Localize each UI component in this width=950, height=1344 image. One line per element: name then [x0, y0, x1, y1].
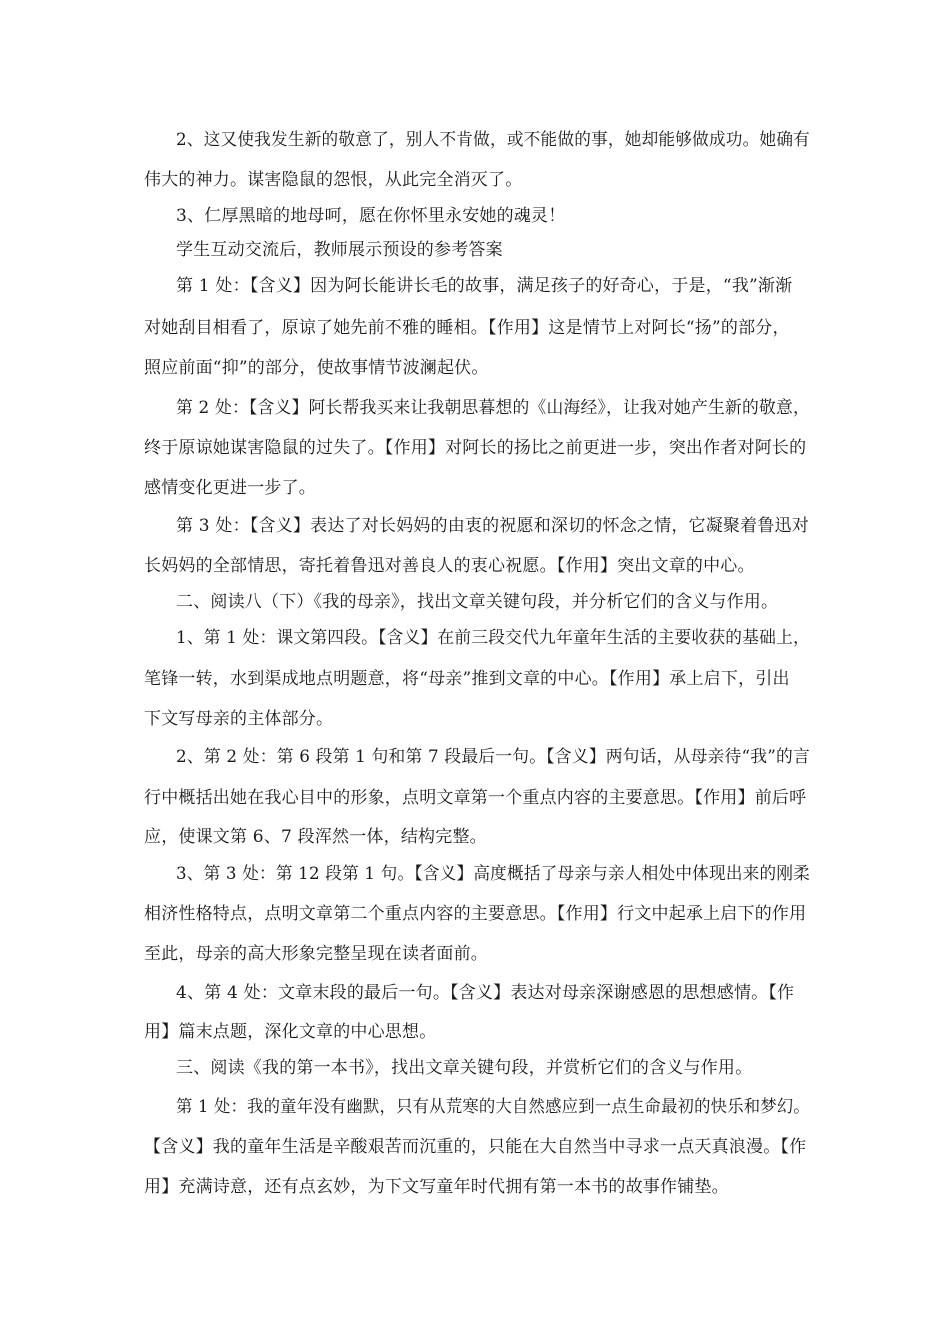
- paragraph-line: 终于原谅她谋害隐鼠的过失了。【作用】对阿长的扬比之前更进一步，突出作者对阿长的: [144, 438, 807, 458]
- paragraph-line: 4、第 4 处：文章末段的最后一句。【含义】表达对母亲深谢感恩的思想感情。【作: [176, 983, 795, 1003]
- paragraph-line: 学生互动交流后，教师展示预设的参考答案: [176, 240, 503, 260]
- paragraph-line: 下文写母亲的主体部分。: [144, 709, 334, 729]
- paragraph-line: 2、这又使我发生新的敬意了，别人不肯做，或不能做的事，她却能够做成功。她确有: [176, 130, 811, 150]
- paragraph-line: 3、仁厚黑暗的地母呵，愿在你怀里永安她的魂灵！: [176, 206, 566, 226]
- paragraph-line: 用】篇末点题，深化文章的中心思想。: [144, 1022, 437, 1042]
- paragraph-line: 第 2 处：【含义】阿长帮我买来让我朝思暮想的《山海经》，让我对她产生新的敬意，: [176, 398, 810, 418]
- paragraph-line: 行中概括出她在我心目中的形象，点明文章第一个重点内容的主要意思。【作用】前后呼: [144, 788, 807, 808]
- paragraph-line: 对她刮目相看了，原谅了她先前不雅的睡相。【作用】这是情节上对阿长“扬”的部分，: [144, 318, 790, 338]
- paragraph-line: 2、第 2 处：第 6 段第 1 句和第 7 段最后一句。【含义】两句话，从母亲待“我”的言: [176, 747, 810, 767]
- paragraph-line: 第 1 处：【含义】因为阿长能讲长毛的故事，满足孩子的好奇心，于是，“我”渐渐: [176, 276, 793, 296]
- paragraph-line: 用】充满诗意，还有点玄妙，为下文写童年时代拥有第一本书的故事作铺垫。: [144, 1177, 729, 1197]
- paragraph-line: 1、第 1 处：课文第四段。【含义】在前三段交代九年童年生活的主要收获的基础上，: [176, 628, 810, 648]
- paragraph-line: 第 1 处：我的童年没有幽默，只有从荒寒的大自然感应到一点生命最初的快乐和梦幻。: [176, 1097, 810, 1117]
- paragraph-line: 应，使课文第 6、7 段浑然一体，结构完整。: [144, 827, 487, 847]
- paragraph-line: 伟大的神力。谋害隐鼠的怨恨，从此完全消灭了。: [144, 170, 523, 190]
- paragraph-line: 第 3 处：【含义】表达了对长妈妈的由衷的祝愿和深切的怀念之情，它凝聚着鲁迅对: [176, 516, 809, 536]
- paragraph-line: 照应前面“抑”的部分，使故事情节波澜起伏。: [144, 358, 489, 378]
- paragraph-line: 相济性格特点，点明文章第二个重点内容的主要意思。【作用】行文中起承上启下的作用: [144, 904, 807, 924]
- paragraph-line: 【含义】我的童年生活是辛酸艰苦而沉重的，只能在大自然当中寻求一点天真浪漫。【作: [144, 1137, 807, 1157]
- paragraph-line: 至此，母亲的高大形象完整呈现在读者面前。: [144, 944, 488, 964]
- paragraph-line: 长妈妈的全部情思，寄托着鲁迅对善良人的衷心祝愿。【作用】突出文章的中心。: [144, 556, 755, 576]
- section-heading: 三、阅读《我的第一本书》，找出文章关键句段，并赏析它们的含义与作用。: [176, 1058, 753, 1078]
- paragraph-line: 3、第 3 处：第 12 段第 1 句。【含义】高度概括了母亲与亲人相处中体现出来的刚柔: [176, 864, 811, 884]
- paragraph-line: 感情变化更进一步了。: [144, 478, 316, 498]
- paragraph-line: 笔锋一转，水到渠成地点明题意，将“母亲”推到文章的中心。【作用】承上启下，引出: [144, 669, 790, 689]
- section-heading: 二、阅读八（下）《我的母亲》，找出文章关键句段，并分析它们的含义与作用。: [176, 592, 779, 612]
